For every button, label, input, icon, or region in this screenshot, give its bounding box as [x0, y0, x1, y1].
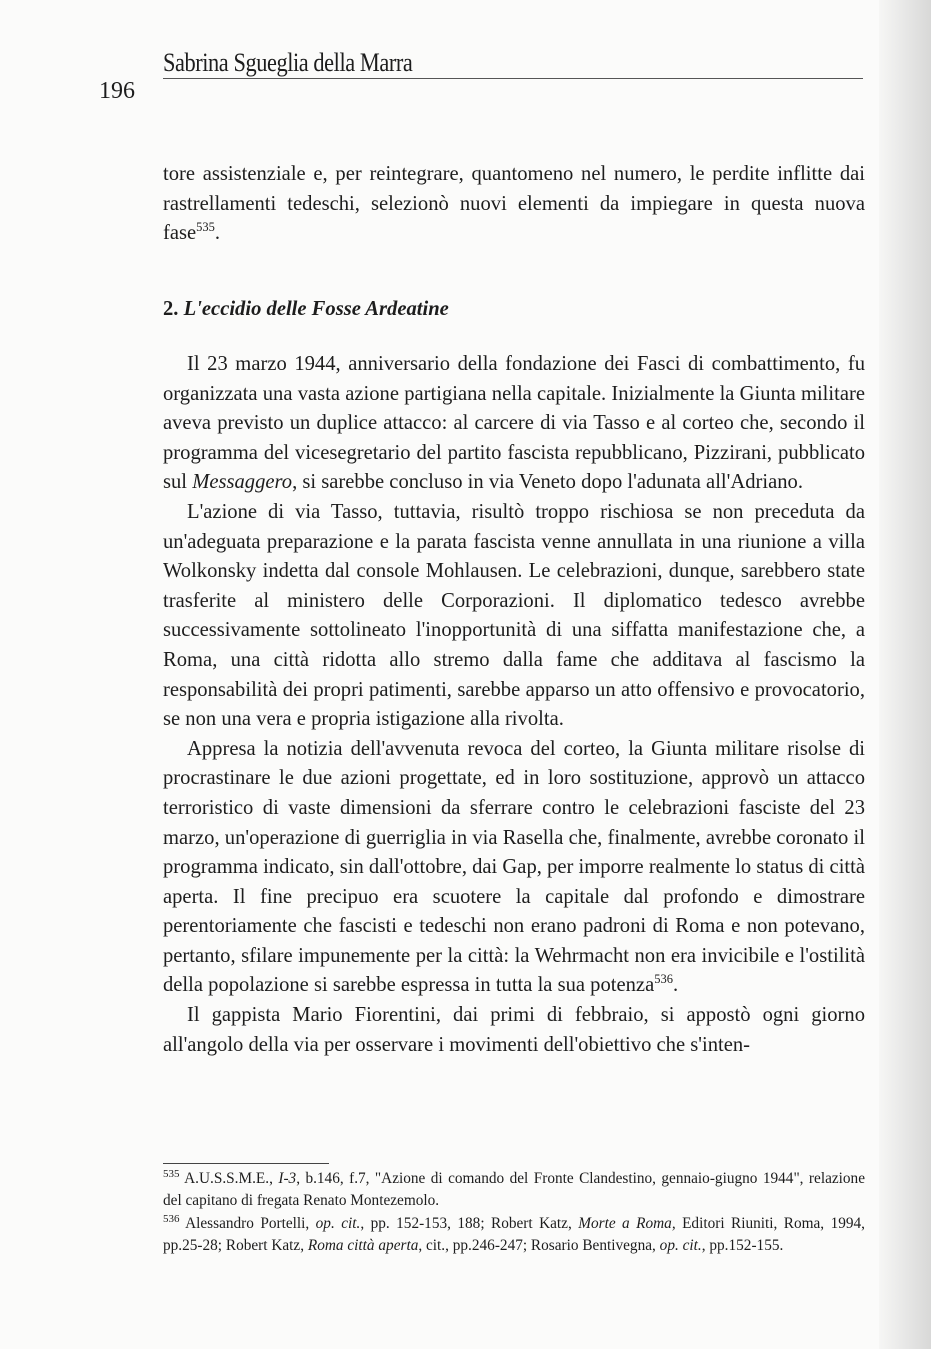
footnote-text: Alessandro Portelli, — [179, 1214, 316, 1232]
footnote-535 — [163, 1168, 865, 1213]
page-number: 196 — [99, 78, 135, 104]
footnote-536 — [163, 1213, 865, 1258]
footnote-text: Editori Riuniti, Roma, 1994, pp.25-28; Robert Katz, — [163, 1214, 865, 1254]
footnote-rule — [163, 1163, 329, 1164]
footnote-italic: I-3 — [278, 1170, 297, 1187]
footnote-text: , pp. 152-153, 188; Robert Katz, — [360, 1214, 579, 1232]
carryover-end: . — [214, 222, 221, 245]
running-head: Sabrina Sgueglia della Marra — [163, 48, 413, 77]
paragraph-1-text-b: , si sarebbe concluso in via Veneto dopo l'adunata all'Adriano. — [292, 471, 803, 494]
footnote-ref-536[interactable]: 536 — [654, 972, 673, 987]
footnote-italic: Morte a Roma, — [578, 1214, 676, 1232]
footnote-italic: op. cit. — [315, 1214, 361, 1232]
footnote-text: , cit., pp.246-247; Rosario Bentivegna, — [418, 1236, 660, 1254]
section-title: L'eccidio delle Fosse Ardeatine — [183, 298, 449, 320]
section-body — [163, 350, 865, 1060]
paragraph-4: Il gappista Mario Fiorentini, dai primi di febbraio, si appostò ogni giorno all'angolo della via per osservare i movimenti dell'obiettivo che s'inten- — [163, 1004, 865, 1056]
section-number: 2. — [163, 298, 179, 320]
carryover-paragraph — [163, 160, 865, 249]
newspaper-title: Messaggero — [192, 471, 293, 494]
footnote-italic: op. cit. — [659, 1236, 702, 1254]
footnote-text: , b.146, f.7, "Azione di comando del Fronte Clandestino, gennaio-giugno 1944", relazione del capitano di fregata Renato Montezemolo. — [163, 1170, 865, 1210]
paragraph-3-text: Appresa la notizia dell'avvenuta revoca del corteo, la Giunta militare risolse di procrastinare le due azioni progettate, ed in loro sostituzione, approvò un attacco terroristico di vaste dimensioni da sferrare contro le celebrazioni fasciste del 23 marzo, un'operazione di guerriglia in via Rasella che, finalmente, avrebbe coronato il programma indicato, sin dall'ottobre, dai Gap, per imporre realmente lo status di città aperta. Il fine precipuo era scuotere la capitale dal profondo e dimostrare perentoriamente che fascisti e tedeschi non erano padroni di Roma e non potevano, pertanto, sfilare impunemente per la città: la Wehrmacht non era invicibile e l'ostilità della popolazione si sarebbe espressa in tutta la sua potenza — [163, 737, 865, 997]
footnote-text: A.U.S.S.M.E., — [179, 1170, 279, 1187]
carryover-text: tore assistenziale e, per reintegrare, quantomeno nel numero, le perdite inflitte dai rastrellamenti tedeschi, selezionò nuovi elementi da impiegare in questa nuova fase — [163, 163, 865, 245]
paragraph-1-text-a: Il 23 marzo 1944, anniversario della fondazione dei Fasci di combattimento, fu organizzata una vasta azione partigiana nella capitale. Inizialmente la Giunta militare aveva previsto un duplice attacco: al carcere di via Tasso e al corteo che, secondo il programma del vicesegretario del partito fascista repubblicano, Pizzirani, pubblicato sul — [163, 353, 865, 494]
paragraph-2: L'azione di via Tasso, tuttavia, risultò troppo rischiosa se non preceduta da un'adeguata preparazione e la parata fascista venne annullata in una riunione a villa Wolkonsky indetta dal console Mohlausen. Le celebrazioni, dunque, sarebbero state trasferite al ministero delle Corporazioni. Il diplomatico tedesco avrebbe successivamente sottolineato l'inopportunità di una siffatta manifestazione che, a Roma, una città ridotta allo stremo dalla fame che additava al fascismo la responsabilità dei propri patimenti, sarebbe apparso un atto offensivo e provocatorio, se non una vera e propria istigazione alla rivolta. — [163, 500, 865, 731]
footnote-ref-535[interactable]: 535 — [196, 220, 215, 235]
footnotes — [163, 1168, 865, 1257]
footnote-italic: Roma città aperta — [307, 1236, 419, 1254]
header-rule — [163, 78, 863, 79]
footnote-text: , pp.152-155. — [701, 1236, 784, 1254]
footnote-number: 535 — [163, 1168, 180, 1180]
section-heading — [163, 298, 449, 321]
paragraph-1 — [163, 350, 865, 498]
book-gutter-shadow — [879, 0, 931, 1349]
paragraph-3-end: . — [672, 974, 679, 997]
footnote-number: 536 — [163, 1212, 180, 1225]
paragraph-3 — [163, 735, 865, 1001]
